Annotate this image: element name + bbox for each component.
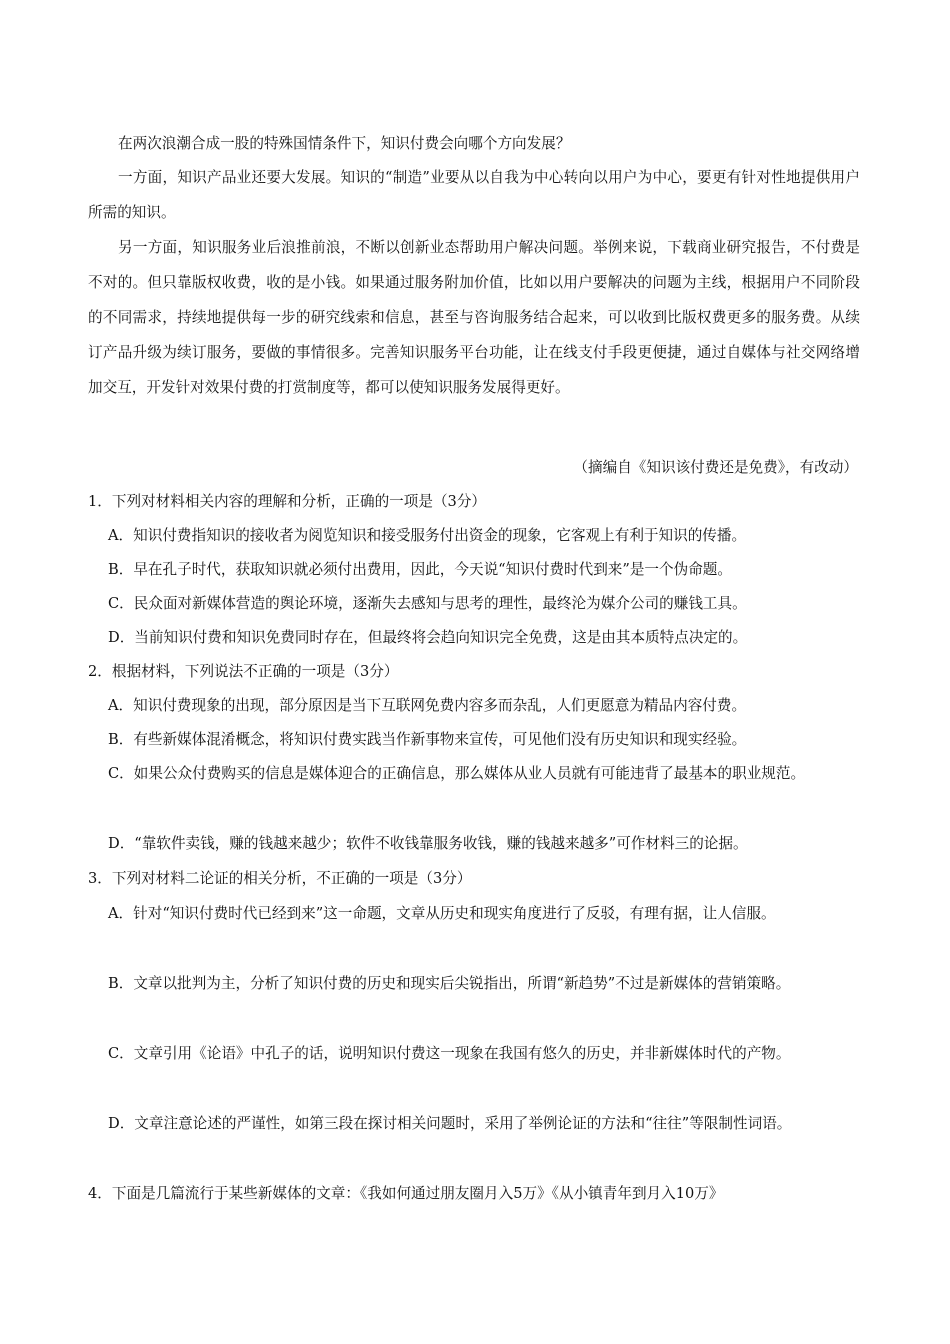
question-3-option-d: D．文章注意论述的严谨性，如第三段在探讨相关问题时，采用了举例论证的方法和“往往”等限制性词语。 bbox=[108, 1115, 792, 1132]
question-2-option-d: D．“靠软件卖钱，赚的钱越来越少；软件不收钱靠服务收钱，赚的钱越来越多”可作材料三的论据。 bbox=[108, 835, 748, 852]
passage-paragraph-1: 在两次浪潮合成一股的特殊国情条件下，知识付费会向哪个方向发展？ bbox=[118, 135, 571, 152]
question-3-option-c: C．文章引用《论语》中孔子的话，说明知识付费这一现象在我国有悠久的历史，并非新媒体时代的产物。 bbox=[108, 1045, 791, 1062]
question-3-option-b: B．文章以批判为主，分析了知识付费的历史和现实后尖锐指出，所谓“新趋势”不过是新媒体的营销策略。 bbox=[108, 975, 791, 992]
question-1-stem: 1．下列对材料相关内容的理解和分析，正确的一项是（3分） bbox=[88, 493, 487, 510]
question-3-stem: 3．下列对材料二论证的相关分析，不正确的一项是（3分） bbox=[88, 870, 472, 887]
question-1-option-b: B．早在孔子时代，获取知识就必须付出费用，因此，今天说“知识付费时代到来”是一个伪命题。 bbox=[108, 561, 732, 578]
question-1-option-c: C．民众面对新媒体营造的舆论环境，逐渐失去感知与思考的理性，最终沦为媒介公司的赚钱工具。 bbox=[108, 595, 747, 612]
question-2-option-b: B．有些新媒体混淆概念，将知识付费实践当作新事物来宣传，可见他们没有历史知识和现实经验。 bbox=[108, 731, 747, 748]
question-2-stem: 2．根据材料，下列说法不正确的一项是（3分） bbox=[88, 663, 399, 680]
question-1-option-d: D．当前知识付费和知识免费同时存在，但最终将会趋向知识完全免费，这是由其本质特点决定的。 bbox=[108, 629, 748, 646]
question-2-option-c: C．如果公众付费购买的信息是媒体迎合的正确信息，那么媒体从业人员就有可能违背了最基本的职业规范。 bbox=[108, 765, 806, 782]
question-3-option-a: A．针对“知识付费时代已经到来”这一命题，文章从历史和现实角度进行了反驳，有理有据，让人信服。 bbox=[108, 905, 776, 922]
passage-paragraph-3: 另一方面，知识服务业后浪推前浪，不断以创新业态帮助用户解决问题。举例来说，下载商业研究报告，不付费是不对的。但只靠版权收费，收的是小钱。如果通过服务附加价值，比如以用户要解决的问题为主线，根据用户不同阶段的不同需求，持续地提供每一步的研究线索和信息，甚至与咨询服务结合起来，可以收到比版权费更多的服务费。从续订产品升级为续订服务，要做的事情很多。完善知识服务平台功能，让在线支付手段更便捷，通过自媒体与社交网络增加交互，开发针对效果付费的打赏制度等，都可以使知识服务发展得更好。 bbox=[88, 239, 860, 396]
question-1-option-a: A．知识付费指知识的接收者为阅览知识和接受服务付出资金的现象，它客观上有利于知识的传播。 bbox=[108, 527, 747, 544]
passage-paragraph-2: 一方面，知识产品业还要大发展。知识的“制造”业要从以自我为中心转向以用户为中心，要更有针对性地提供用户所需的知识。 bbox=[88, 169, 860, 221]
question-2-option-a: A．知识付费现象的出现，部分原因是当下互联网免费内容多而杂乱，人们更愿意为精品内容付费。 bbox=[108, 697, 747, 714]
passage-source: （摘编自《知识该付费还是免费》，有改动） bbox=[573, 459, 858, 476]
question-4-stem: 4．下面是几篇流行于某些新媒体的文章：《我如何通过朋友圈月入5万》《从小镇青年到月入10万》 bbox=[88, 1185, 724, 1202]
